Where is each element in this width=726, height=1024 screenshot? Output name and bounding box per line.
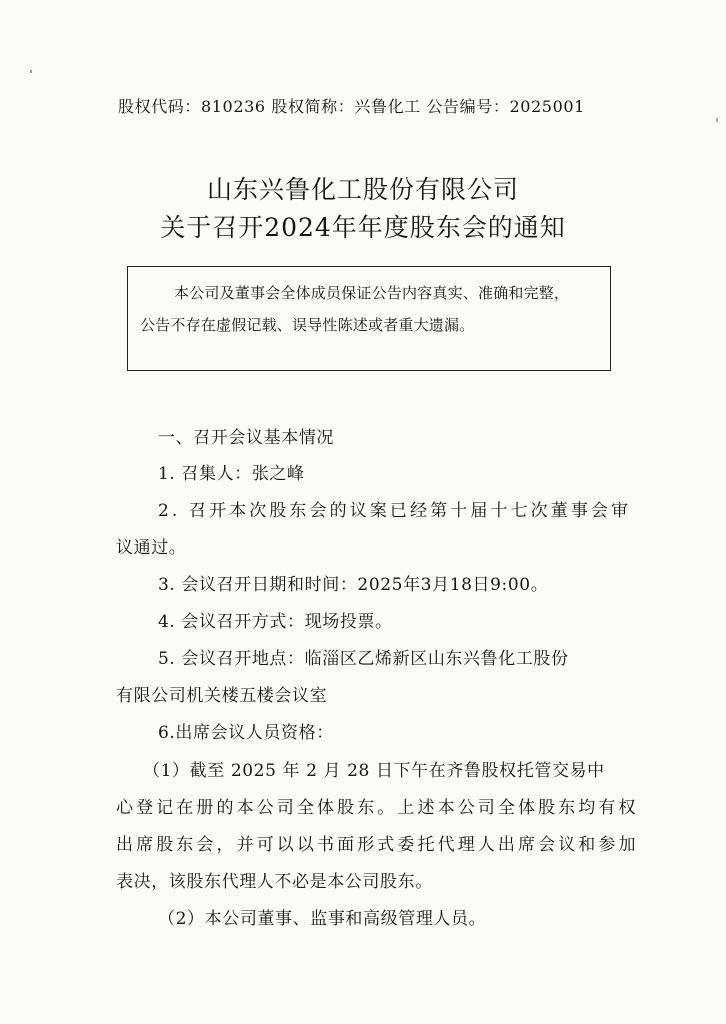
paragraph-shareholders-line1: （1）截至 2025 年 2 月 28 日下午在齐鲁股权托管交易中 xyxy=(143,761,605,781)
paragraph-directors: （2）本公司董事、监事和高级管理人员。 xyxy=(158,909,487,929)
paragraph-location-line2: 有限公司机关楼五楼会议室 xyxy=(116,686,328,706)
scan-speck xyxy=(30,70,32,73)
document-title-subject: 关于召开2024年年度股东会的通知 xyxy=(160,213,566,242)
paragraph-attendee-heading: 6.出席会议人员资格： xyxy=(158,723,334,743)
section-heading: 一、召开会议基本情况 xyxy=(158,428,334,448)
paragraph-approval-line1: 2. 召开本次股东会的议案已经第十届十七次董事会审 xyxy=(158,501,632,521)
paragraph-approval-line2: 议通过。 xyxy=(116,538,187,558)
disclaimer-box xyxy=(127,266,611,371)
paragraph-shareholders-line4: 表决，该股东代理人不必是本公司股东。 xyxy=(116,872,433,892)
paragraph-shareholders-line3: 出席股东会，并可以以书面形式委托代理人出席会议和参加 xyxy=(116,835,639,855)
disclaimer-line: 公告不存在虚假记载、误导性陈述或者重大遗漏。 xyxy=(140,316,475,334)
paragraph-convener: 1. 召集人：张之峰 xyxy=(158,464,305,484)
paragraph-date-time: 3. 会议召开日期和时间：2025年3月18日9:00。 xyxy=(158,575,549,595)
paragraph-shareholders-line2: 心登记在册的本公司全体股东。上述本公司全体股东均有权 xyxy=(116,798,639,818)
paragraph-location-line1: 5. 会议召开地点：临淄区乙烯新区山东兴鲁化工股份 xyxy=(158,649,569,669)
stock-code-header: 股权代码：810236 股权简称：兴鲁化工 公告编号：2025001 xyxy=(118,97,585,116)
disclaimer-line: 本公司及董事会全体成员保证公告内容真实、准确和完整， xyxy=(174,284,570,302)
scan-speck xyxy=(716,118,718,122)
document-title-company: 山东兴鲁化工股份有限公司 xyxy=(206,175,519,204)
paragraph-method: 4. 会议召开方式：现场投票。 xyxy=(158,612,393,632)
